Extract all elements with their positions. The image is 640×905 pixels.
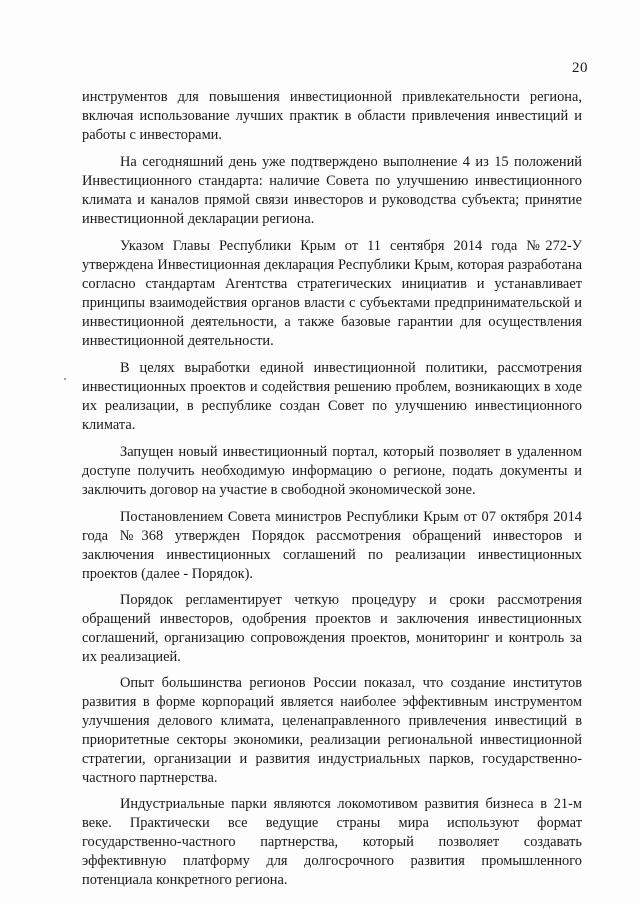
paragraph-procedure: Порядок регламентирует четкую процедуру и сроки рассмотрения обращений инвесторов, одобрения проектов и заключения инвестиционных соглашений, организацию сопровождения проектов, мониторинг и контроль за их реализацией. [82,592,582,665]
page-number: 20 [572,60,588,76]
paragraph-development-institutions: Опыт большинства регионов России показал, что создание институтов развития в форме корпораций является наиболее эффективным инструментом улучшения делового климата, целенаправленного привлечения инвестиций в приоритетные секторы экономики, реализации региональной инвестиционной стратегии, организации и развития индустриальных парков, государственно-частного партнерства. [82,675,582,786]
scan-speck [64,378,66,380]
document-body [82,88,582,897]
paragraph-investment-council: В целях выработки единой инвестиционной политики, рассмотрения инвестиционных проектов и содействия решению проблем, возникающих в ходе их реализации, в республике создан Совет по улучшению инвестиционного климата. [82,360,582,433]
paragraph-investment-declaration: Указом Главы Республики Крым от 11 сентября 2014 года №272-У утверждена Инвестиционная декларация Республики Крым, которая разработана согласно стандартам Агентства стратегических инициатив и устанавливает принципы взаимодействия органов власти с субъектами предпринимательской и инвестиционной деятельности, а также базовые гарантии для осуществления инвестиционной деятельности. [82,238,582,349]
paragraph-investment-portal: Запущен новый инвестиционный портал, который позволяет в удаленном доступе получить необходимую информацию о регионе, подать документы и заключить договор на участие в свободной экономической зоне. [82,444,582,498]
paragraph-resolution-368: Постановлением Совета министров Республики Крым от 07 октября 2014 года №368 утвержден Порядок рассмотрения обращений инвесторов и заключения инвестиционных соглашений по реализации инвестиционных проектов (далее - Порядок). [82,509,582,582]
paragraph-continuation: инструментов для повышения инвестиционной привлекательности региона, включая использование лучших практик в области привлечения инвестиций и работы с инвесторами. [82,89,582,143]
paragraph-industrial-parks: Индустриальные парки являются локомотивом развития бизнеса в 21-м веке. Практически все ведущие страны мира используют формат государственно-частного партнерства, который позволяет создавать эффективную платформу для долгосрочного развития промышленного потенциала конкретного региона. [82,796,582,888]
paragraph-investment-standard: На сегодняшний день уже подтверждено выполнение 4 из 15 положений Инвестиционного стандарта: наличие Совета по улучшению инвестиционного климата и каналов прямой связи инвесторов и руководства субъекта; принятие инвестиционной декларации региона. [82,154,582,227]
